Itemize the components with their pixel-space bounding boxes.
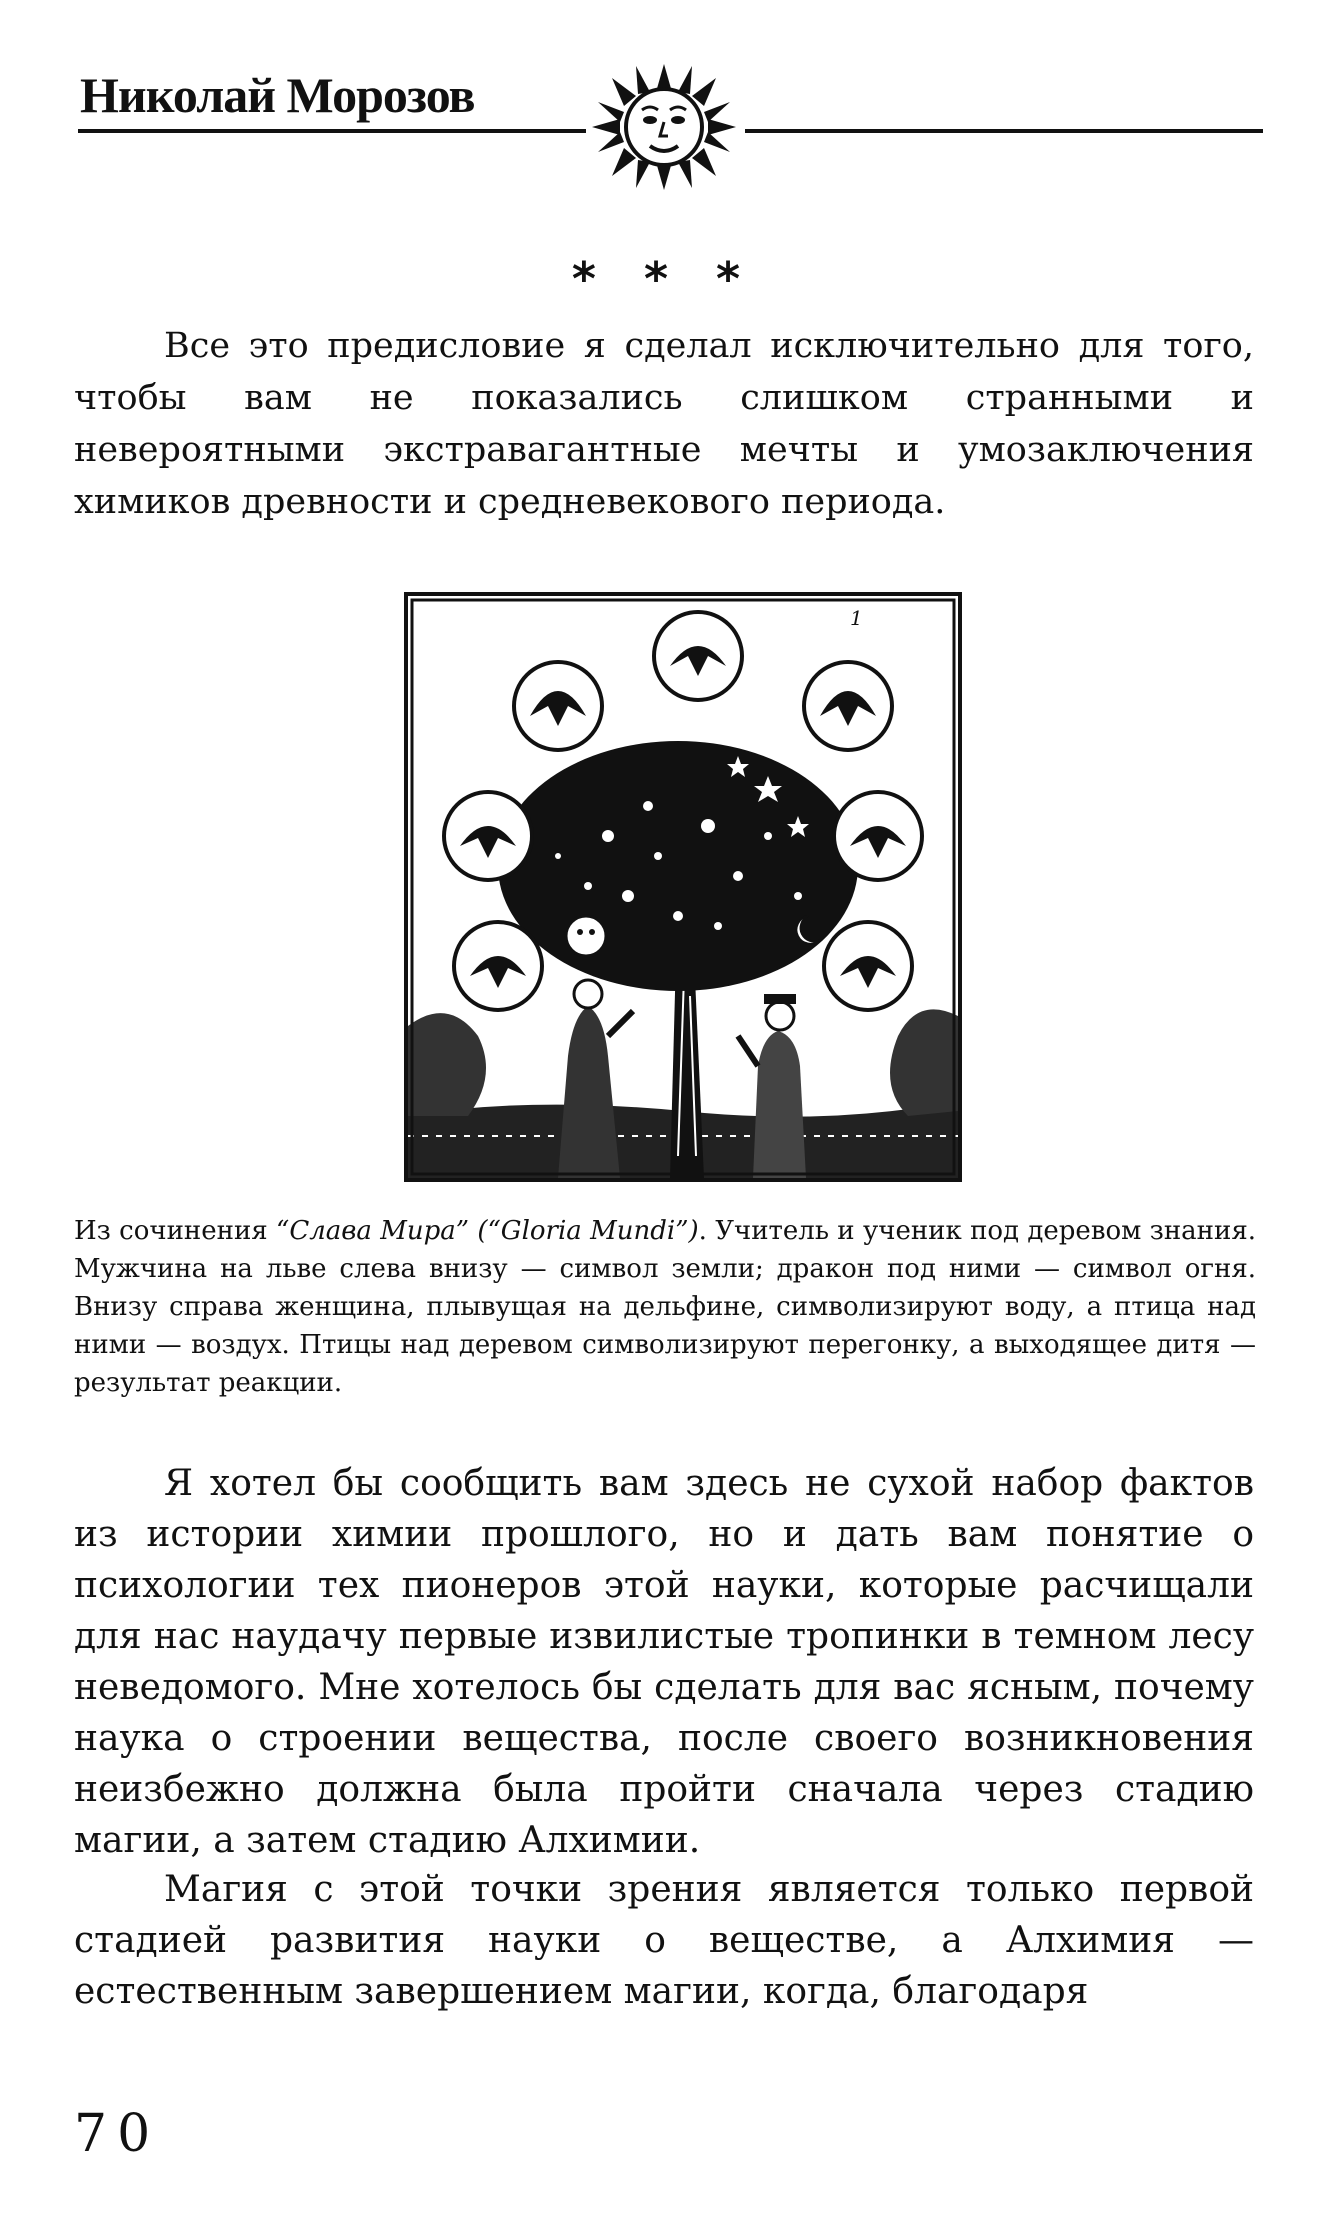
figure-corner-mark: 1	[850, 606, 863, 630]
sun-face-icon	[584, 62, 744, 192]
section-break: * * *	[571, 252, 757, 306]
running-header	[0, 0, 1328, 200]
header-rule-left	[78, 129, 586, 133]
alchemical-tree-engraving-icon	[404, 592, 962, 1182]
figure-caption	[74, 1212, 1256, 1402]
caption-body: . Учитель и ученик под деревом знания. Мужчина на льве слева внизу — символ земли; дракон под ними — символ огня. Внизу справа женщина, плывущая на дельфине, символизируют воду, а птица над ними — воздух. Птицы над деревом символизируют перегонку, а выходящее дитя — результат реакции.	[74, 1216, 1256, 1398]
caption-title-ru: “Слава Мира”	[276, 1216, 470, 1246]
magic-paragraph: Магия с этой точки зрения является только первой стадией развития науки о веществе, а Алхимия — естественным завершением магии, когда, благодаря	[74, 1869, 1254, 2012]
header-rule-right	[745, 129, 1263, 133]
intro-paragraph: Все это предисловие я сделал исключительно для того, чтобы вам не показались слишком странными и невероятными экстравагантные мечты и умозаключения химиков древности и средневекового периода.	[74, 326, 1254, 522]
history-paragraph: Я хотел бы сообщить вам здесь не сухой набор фактов из истории химии прошлого, но и дать вам понятие о психологии тех пионеров этой науки, которые расчищали для нас наудачу первые извилистые тропинки в темном лесу неведомого. Мне хотелось бы сделать для вас ясным, почему наука о строении вещества, после своего возникновения неизбежно должна была пройти сначала через стадию магии, а затем стадию Алхимии.	[74, 1463, 1254, 1861]
page-number: 70	[74, 2104, 161, 2164]
caption-lead: Из сочинения	[74, 1216, 277, 1246]
caption-title-lat: (“Gloria Mundi”)	[469, 1216, 699, 1246]
author-name: Николай Морозов	[80, 67, 475, 123]
engraving-illustration	[408, 596, 958, 1178]
